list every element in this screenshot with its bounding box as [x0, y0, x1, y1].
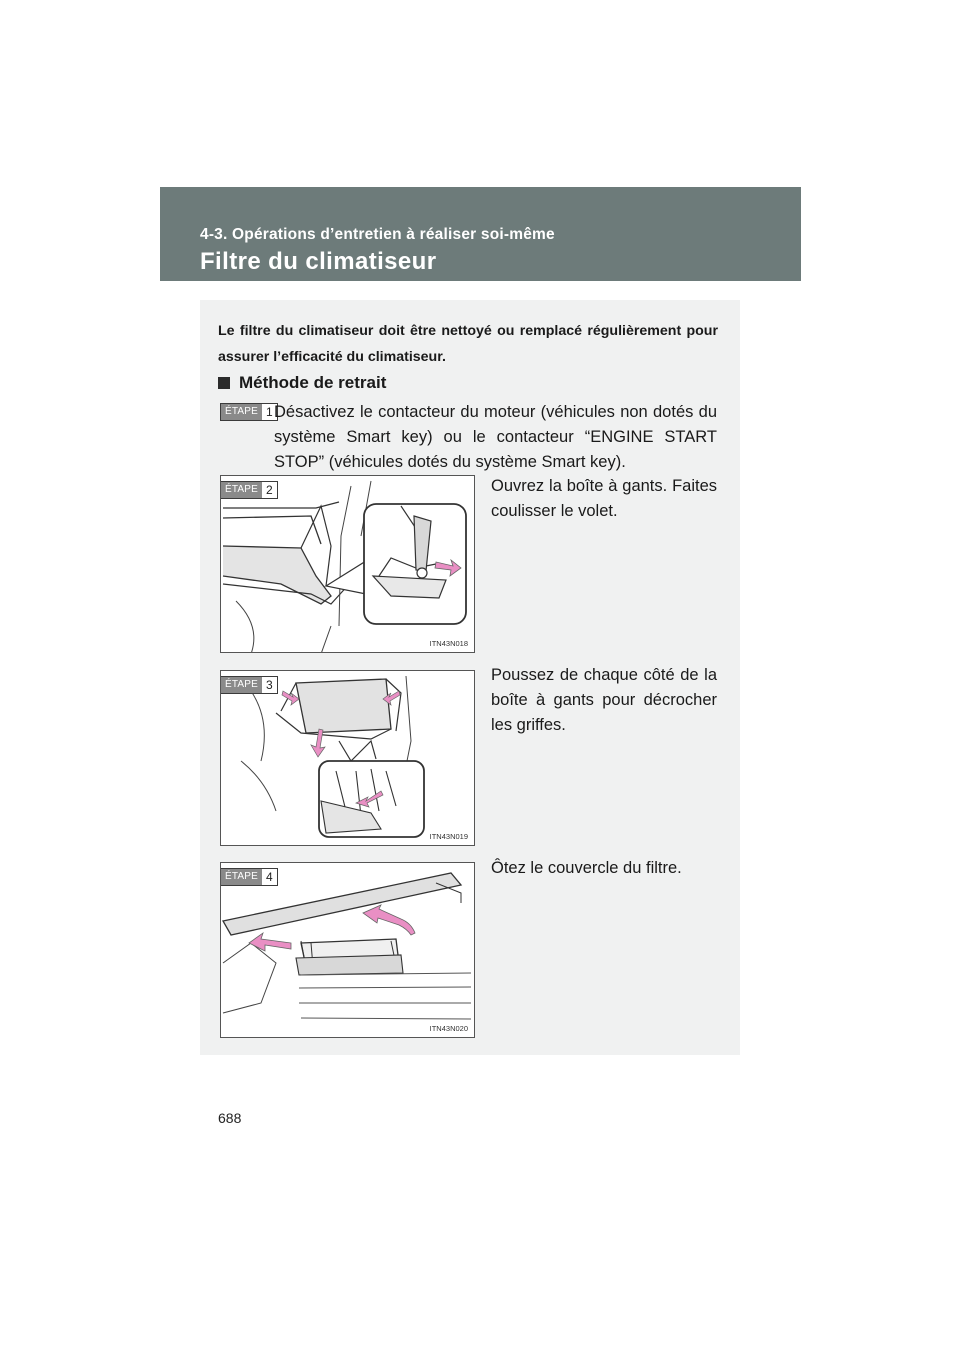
- step-3-text: Poussez de chaque côté de la boîte à gants pour décrocher les griffes.: [491, 666, 717, 734]
- method-heading-label: Méthode de retrait: [239, 373, 387, 392]
- step-badge-1: [220, 403, 278, 421]
- square-bullet-icon: [218, 377, 230, 389]
- page-number: 688: [218, 1110, 242, 1126]
- step-1-text: Désactivez le contacteur du moteur (véhicules non dotés du système Smart key) ou le contacteur “ENGINE START STOP” (véhicules dotés du système Smart key).: [274, 403, 717, 471]
- step-2-text: Ouvrez la boîte à gants. Faites coulisser le volet.: [491, 477, 717, 520]
- method-heading: [218, 373, 386, 393]
- page-title: Filtre du climatiseur: [200, 248, 437, 275]
- step-number: 1: [262, 404, 277, 420]
- figure-code: ITN43N018: [429, 639, 468, 648]
- filter-cover-illustration: [221, 863, 475, 1038]
- intro-text: Le filtre du climatiseur doit être nettoyé ou remplacé régulièrement pour assurer l’efficacité du climatiseur.: [218, 323, 718, 365]
- step-4-text: Ôtez le couvercle du filtre.: [491, 859, 682, 877]
- glove-box-illustration: [221, 476, 475, 653]
- step-number: 3: [262, 677, 277, 693]
- figure-code: ITN43N019: [429, 832, 468, 841]
- step-number: 2: [262, 482, 277, 498]
- figure-step-4: [220, 862, 475, 1038]
- figure-code: ITN43N020: [429, 1024, 468, 1033]
- step-word: ÉTAPE: [221, 482, 262, 498]
- step-word: ÉTAPE: [221, 404, 262, 420]
- glove-box-claws-illustration: [221, 671, 475, 846]
- step-badge-2: [220, 481, 278, 499]
- figure-step-2: [220, 475, 475, 653]
- step-word: ÉTAPE: [221, 869, 262, 885]
- step-badge-4: [220, 868, 278, 886]
- figure-step-3: [220, 670, 475, 846]
- step-word: ÉTAPE: [221, 677, 262, 693]
- step-badge-3: [220, 676, 278, 694]
- section-label: 4-3. Opérations d’entretien à réaliser soi-même: [200, 226, 555, 243]
- step-number: 4: [262, 869, 277, 885]
